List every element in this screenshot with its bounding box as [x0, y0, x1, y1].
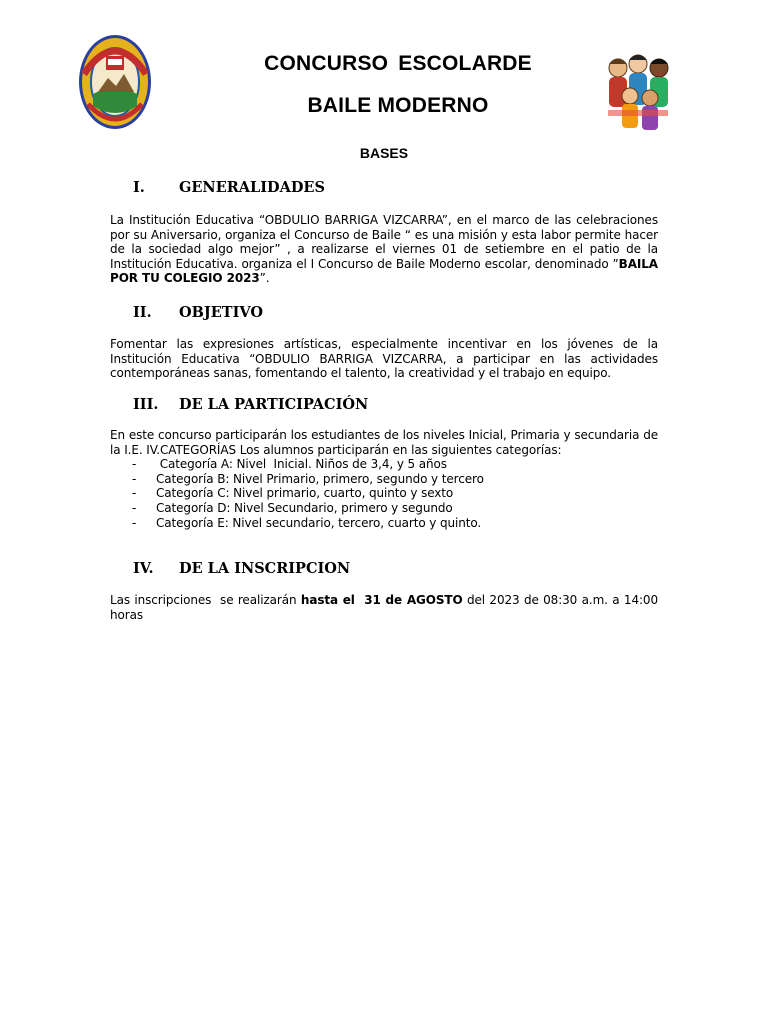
section-4-paragraph	[110, 593, 658, 622]
section-2-heading	[133, 304, 653, 321]
category-d: Categoría D: Nivel Secundario, primero y segundo	[156, 500, 453, 515]
list-item	[110, 501, 658, 516]
section-4-text-end: del 2023 de 08:30 a.m. a 14:00 horas	[110, 593, 658, 622]
section-1-number: I.	[133, 179, 145, 196]
list-dash: -	[132, 486, 137, 501]
section-2-title: OBJETIVO	[179, 304, 263, 321]
section-1-title: GENERALIDADES	[179, 179, 325, 196]
list-dash: -	[132, 500, 137, 515]
deadline-date: hasta el 31 de AGOSTO	[300, 593, 463, 607]
section-3-content	[110, 428, 658, 530]
category-e: Categoría E: Nivel secundario, tercero, cuarto y quinto.	[156, 515, 482, 530]
list-dash: -	[132, 457, 137, 472]
section-1-paragraph	[110, 213, 658, 286]
section-3-heading	[133, 396, 653, 413]
section-2-number: II.	[133, 304, 152, 321]
section-1-text: La Institución Educativa “OBDULIO BARRIGA VIZCARRA”, en el marco de las celebraciones por su Aniversario, organiza el Concurso de Baile “ es una misión y esta labor permite hacer de la sociedad algo mejor” , a realizarse el viernes 01 de setiembre en el patio de la Institución Educativa. organiza el I Concurso de Baile Moderno escolar, denominado ”	[110, 213, 658, 271]
school-crest-logo	[78, 34, 152, 130]
bases-heading: BASES	[359, 145, 409, 161]
list-item	[110, 516, 658, 531]
section-4-text: Las inscripciones se realizarán	[110, 593, 301, 607]
section-4-heading	[133, 560, 653, 577]
section-1-text-end: ”.	[259, 271, 270, 286]
section-3-paragraph: En este concurso participarán los estudiantes de los niveles Inicial, Primaria y secundaria de la I.E. IV.CATEGORÍAS Los alumnos participarán en las siguientes categorías:	[110, 428, 658, 457]
list-dash: -	[132, 471, 137, 486]
category-a: Categoría A: Nivel Inicial. Niños de 3,4, y 5 años	[156, 457, 447, 472]
section-2-paragraph: Fomentar las expresiones artísticas, especialmente incentivar en los jóvenes de la Institución Educativa “OBDULIO BARRIGA VIZCARRA, a participar en las actividades contemporáneas sanas, fomentando el talento, la creatividad y el trabajo en equipo.	[110, 337, 658, 381]
category-b: Categoría B: Nivel Primario, primero, segundo y tercero	[156, 471, 484, 486]
category-c: Categoría C: Nivel primario, cuarto, quinto y sexto	[156, 486, 454, 501]
section-1-heading	[133, 179, 653, 196]
list-dash: -	[132, 515, 137, 530]
list-item	[110, 472, 658, 487]
category-list	[110, 457, 658, 530]
page-title-line2: BAILE MODERNO	[307, 94, 489, 117]
section-4-number: IV.	[133, 560, 154, 577]
event-name: BAILA POR TU COLEGIO 2023	[110, 256, 658, 286]
page-title-line1: CONCURSO ESCOLARDE	[264, 52, 532, 75]
list-item	[110, 457, 658, 472]
section-3-title: DE LA PARTICIPACIÓN	[179, 396, 369, 413]
section-3-number: III.	[133, 396, 159, 413]
list-item	[110, 486, 658, 501]
section-4-title: DE LA INSCRIPCION	[179, 560, 351, 577]
